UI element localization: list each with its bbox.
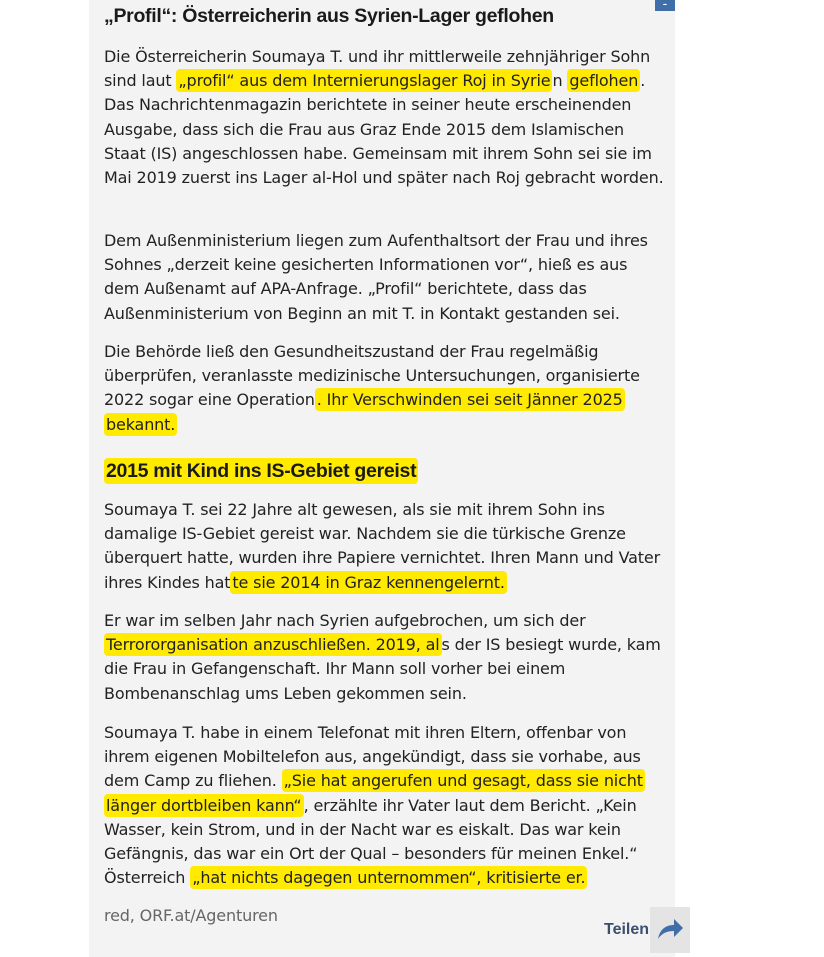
paragraph-4 (104, 498, 664, 595)
paragraph-3 (104, 340, 664, 437)
section-heading-text: 2015 mit Kind ins IS-Gebiet gereist (106, 460, 417, 482)
paragraph-1 (104, 45, 664, 190)
text-segment: Er war im selben Jahr nach Syrien aufgebrochen, um sich der (104, 611, 586, 630)
highlighted-text: geflohen (569, 71, 639, 91)
text-segment: s der IS besiegt wurde, kam die Frau in Gefangenschaft. Ihr Mann soll vorher bei einem Bombenanschlag ums Leben gekommen sein. (104, 635, 661, 703)
highlighted-text: . Ihr Verschwinden sei seit Jänner 2025 bekannt. (106, 390, 623, 434)
text-segment: Soumaya T. habe in einem Telefonat mit ihren Eltern, offenbar von ihrem eigenen Mobiltelefon aus, angekündigt, dass sie vorhabe, aus dem Camp zu fliehen. (104, 723, 641, 791)
text-segment: . Das Nachrichtenmagazin berichtete in seiner heute erscheinenden Ausgabe, dass sich die Frau aus Graz Ende 2015 dem Islamischen Staat (IS) angeschlossen habe. Gemeinsam mit ihrem Sohn sei sie im Mai 2019 zuerst ins Lager al-Hol und später nach Roj gebracht worden. (104, 71, 664, 188)
highlighted-text: Terrororganisation anzuschließen. 2019, al (106, 635, 440, 655)
text-segment: Die Behörde ließ den Gesundheitszustand der Frau regelmäßig überprüfen, veranlasste medizinische Untersuchungen, organisierte 2022 sogar eine Operation (104, 342, 640, 410)
paragraph-5 (104, 609, 664, 706)
share-arrow-icon (656, 917, 684, 941)
article-panel (89, 0, 675, 957)
source-credit: red, ORF.at/Agenturen (104, 906, 278, 925)
highlighted-text: te sie 2014 in Graz kennengelernt. (232, 572, 505, 592)
paragraph-6 (104, 721, 664, 890)
text-segment: Dem Außenministerium liegen zum Aufenthaltsort der Frau und ihres Sohnes „derzeit keine gesicherten Informationen vor“, hieß es aus dem Außenamt auf APA-Anfrage. „Profil“ berichtete, dass das Außenministerium von Beginn an mit T. in Kontakt gestanden sei. (104, 231, 648, 323)
highlighted-text: „profil“ aus dem Internierungslager Roj in Syrie (178, 71, 551, 91)
article-heading: „Profil“: Österreicherin aus Syrien-Lager geflohen (104, 5, 554, 27)
minus-icon[interactable]: - (655, 0, 675, 11)
text-segment: Soumaya T. sei 22 Jahre alt gewesen, als sie mit ihrem Sohn ins damalige IS-Gebiet gereist war. Nachdem sie die türkische Grenze überquert hatte, wurden ihre Papiere vernichtet. Ihren Mann und Vater ihres Kindes hat (104, 500, 661, 592)
highlighted-text: „Sie hat angerufen und gesagt, dass sie nicht länger dortbleiben kann“ (106, 771, 643, 815)
text-segment: , erzählte ihr Vater laut dem Bericht. „Kein Wasser, kein Strom, und in der Nacht war es eiskalt. Das war kein Gefängnis, das war ein Ort der Qual – besonders für meinen Enkel.“ Österreich (104, 795, 638, 888)
share-label: Teilen (604, 921, 650, 938)
text-segment: Die Österreicherin Soumaya T. und ihr mittlerweile zehnjähriger Sohn sind laut (104, 47, 651, 91)
text-segment: n (552, 71, 568, 91)
paragraph-2 (104, 229, 664, 326)
highlighted-text: „hat nichts dagegen unternommen“, kritisierte er. (192, 868, 586, 888)
section-heading (104, 460, 418, 483)
share-icon-box[interactable] (650, 907, 690, 953)
share-button[interactable] (604, 907, 690, 953)
